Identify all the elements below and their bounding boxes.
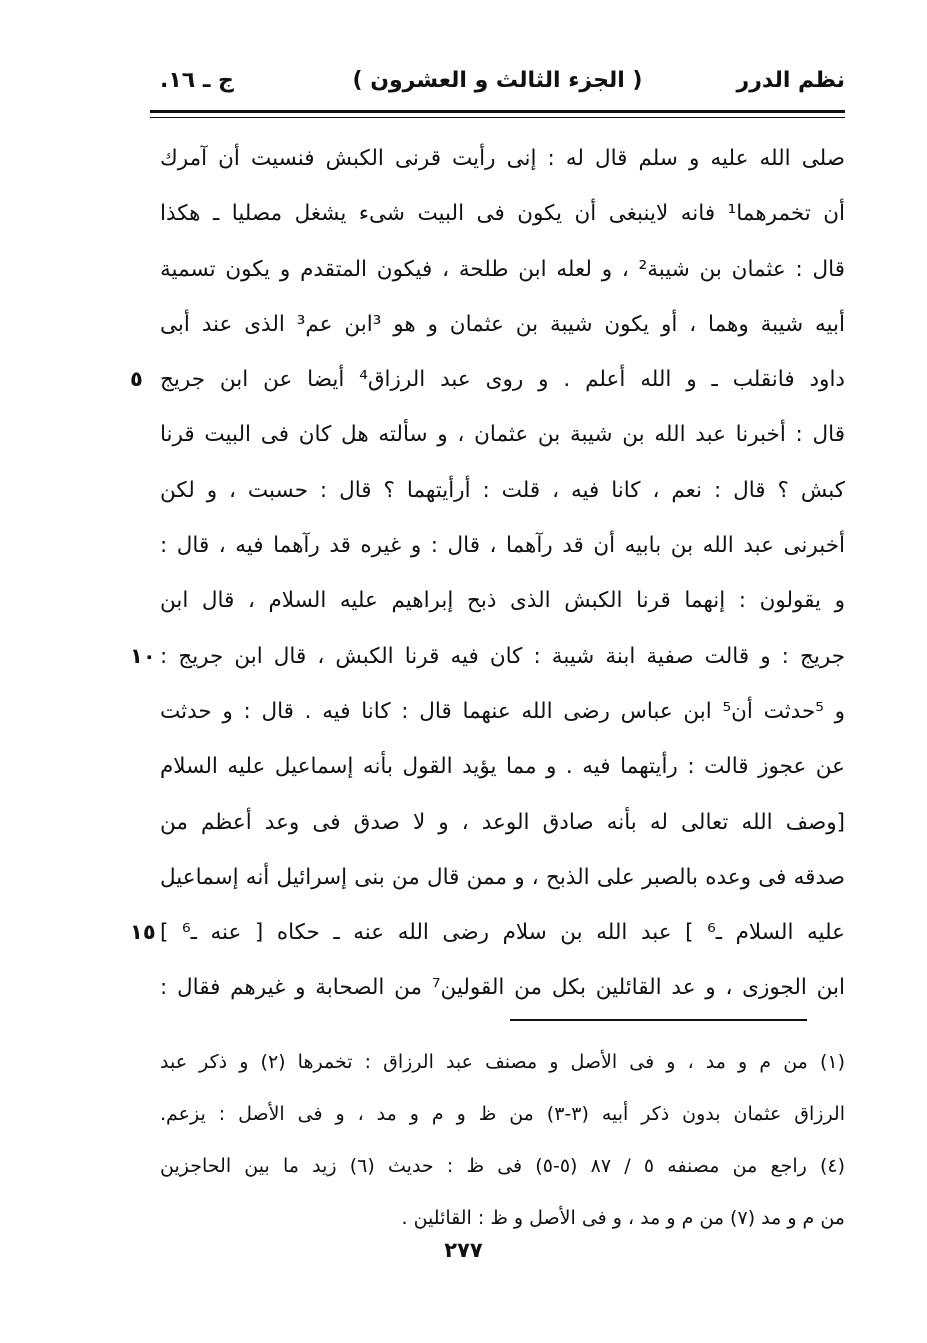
text-line <box>160 850 845 905</box>
line-number: ١٠ <box>130 643 156 668</box>
line-text: عليه السلام ـ⁶ ] عبد الله بن سلام رضى الله عنه ـ حكاه [ عنه ـ⁶ ] <box>160 920 845 946</box>
line-text: أبيه شيبة وهما ، أو يكون شيبة بن عثمان و هو ³ابن عم³ الذى عند أبى <box>160 311 845 337</box>
text-line <box>160 739 845 794</box>
text-line <box>160 518 845 573</box>
line-text: صدقه فى وعده بالصبر على الذبح ، و ممن قال من بنى إسرائيل أنه إسماعيل <box>160 864 845 890</box>
footnote-line: الرزاق عثمان بدون ذكر أبيه (٣-٣) من ظ و م و مد ، و فى الأصل : يزعم. <box>160 1103 845 1125</box>
footnotes <box>160 1036 845 1244</box>
line-text: و يقولون : إنهما قرنا الكبش الذى ذبح إبراهيم عليه السلام ، قال ابن <box>160 588 845 614</box>
line-text: ابن الجوزى ، و عد القائلين بكل من القولين⁷ من الصحابة و غيرهم فقال : <box>160 975 845 1001</box>
volume-label: ج ـ ١٦. <box>160 68 234 93</box>
footnote-separator <box>510 1019 807 1021</box>
text-line <box>160 463 845 518</box>
book-title: نظم الدرر <box>736 68 845 93</box>
line-text: قال : أخبرنا عبد الله بن شيبة بن عثمان ، و سألته هل كان فى البيت قرنا <box>160 422 845 448</box>
line-text: كبش ؟ قال : نعم ، كانا فيه ، قلت : أرأيتهما ؟ قال : حسبت ، و لكن <box>160 477 845 503</box>
footnote-line: من م و مد (٧) من م و مد ، و فى الأصل و ظ : القائلين . <box>401 1207 845 1229</box>
text-line <box>160 960 845 1015</box>
line-text: أخبرنى عبد الله بن بابيه أن قد رآهما ، قال : و غيره قد رآهما فيه ، قال : <box>160 533 845 559</box>
line-text: عن عجوز قالت : رأيتهما فيه . و مما يؤيد القول بأنه إسماعيل عليه السلام <box>160 754 845 780</box>
line-text: جريج : و قالت صفية ابنة شيبة : كان فيه قرنا الكبش ، قال ابن جريج : <box>160 643 845 669</box>
line-number: ٥ <box>130 367 143 392</box>
text-line <box>160 684 845 739</box>
text-line <box>160 131 845 186</box>
text-line <box>160 795 845 850</box>
header-rule-thick <box>150 110 845 113</box>
text-line <box>160 573 845 628</box>
footnote-line: (١) من م و مد ، و فى الأصل و مصنف عبد الرزاق : تخمرها (٢) و ذكر عبد <box>160 1051 845 1073</box>
header-rule-thin <box>150 117 845 118</box>
line-text: و ⁵حدثت أن⁵ ابن عباس رضى الله عنهما قال : كانا فيه . قال : و حدثت <box>160 698 846 724</box>
footnote-line: (٤) راجع من مصنفه ٥ / ٨٧ (٥-٥) فى ظ : حديث (٦) زيد ما بين الحاجزين <box>160 1155 846 1177</box>
text-line <box>130 905 845 960</box>
page-number: ٢٧٧ <box>444 1238 483 1262</box>
text-line <box>160 242 845 297</box>
text-line <box>130 352 845 407</box>
line-text: داود فانقلب ـ و الله أعلم . و روى عبد الرزاق⁴ أيضا عن ابن جريج <box>160 367 845 393</box>
text-line <box>160 186 845 241</box>
line-text: أن تخمرهما¹ فانه لاينبغى أن يكون فى البيت شىء يشغل مصليا ـ هكذا <box>160 201 845 227</box>
text-line <box>130 629 845 684</box>
text-line <box>160 297 845 352</box>
line-text: صلى الله عليه و سلم قال له : إنى رأيت قرنى الكبش فنسيت أن آمرك <box>160 146 845 171</box>
main-text <box>130 131 846 1016</box>
line-text: [وصف الله تعالى له بأنه صادق الوعد ، و لا صدق فى وعد أعظم من <box>160 809 845 835</box>
line-number: ١٥ <box>130 920 156 945</box>
part-title: ( الجزء الثالث و العشرون ) <box>352 68 643 93</box>
line-text: قال : عثمان بن شيبة² ، و لعله ابن طلحة ، فيكون المتقدم و يكون تسمية <box>160 256 845 282</box>
text-line <box>160 407 845 462</box>
running-header <box>150 58 845 108</box>
